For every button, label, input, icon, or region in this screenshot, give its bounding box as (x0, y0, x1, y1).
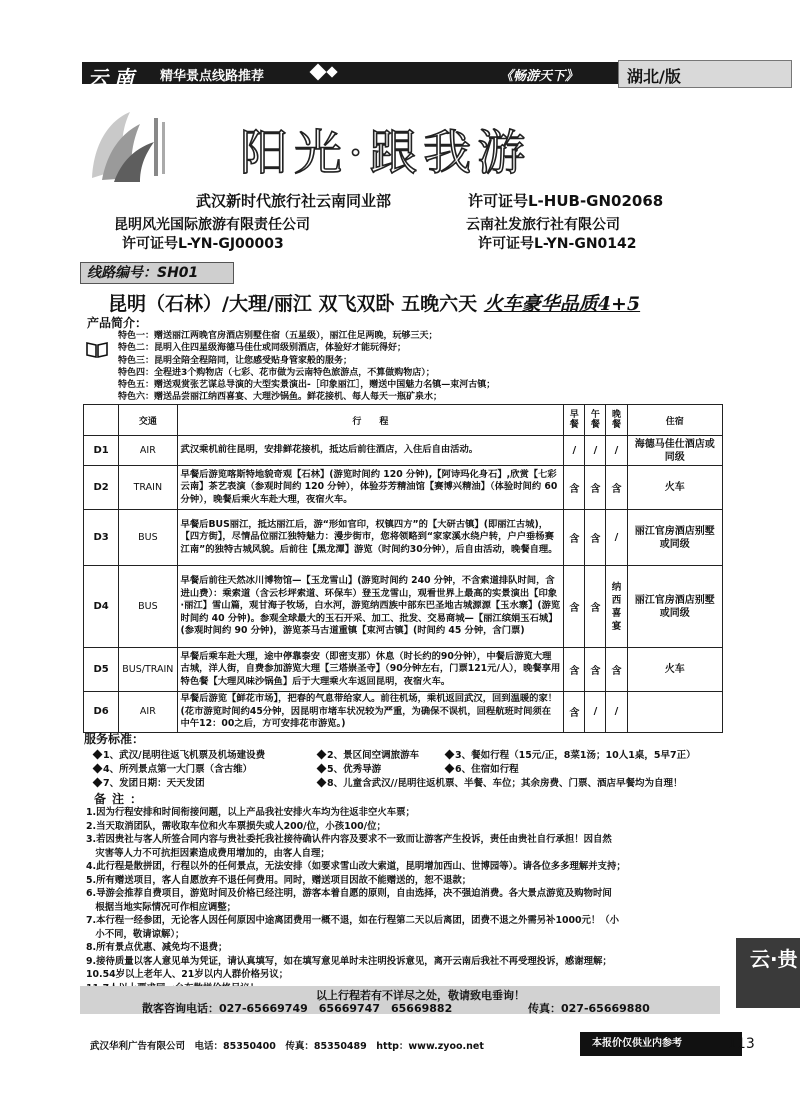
transport-header: 交通 (119, 405, 177, 436)
table-row (84, 648, 723, 692)
hotel-cell: 丽江官房酒店别墅或同级 (627, 510, 722, 566)
partner-license: 许可证号L-YN-GN0142 (478, 236, 637, 252)
feature-text: 全程进3个购物店（七彩、花市做为云南特色旅游点，不算做购物店）； (154, 367, 435, 378)
itinerary-table (83, 404, 723, 733)
magazine-name: 《畅游天下》 (500, 69, 579, 84)
transport-cell: BUS (119, 510, 177, 566)
service-text: 7、发团日期：天天发团 (103, 778, 205, 789)
feature-item (118, 367, 495, 379)
inquiry-notice: 以上行程若有不详尽之处，敬请致电垂询！ (316, 989, 525, 1002)
services-title: 服务标准： (84, 732, 145, 746)
day-cell: D1 (84, 436, 119, 466)
service-text: 2、景区间空调旅游车 (327, 750, 420, 761)
feature-text: 昆明入住四星级海德马佳仕或同级别酒店，体验好才能玩得好； (154, 343, 407, 354)
dinner-cell: / (606, 692, 627, 733)
day-cell: D3 (84, 510, 119, 566)
phone-numbers: 散客咨询电话：027-65669749 65669747 65669882 (142, 1002, 453, 1015)
bullet-diamond-icon (317, 764, 327, 774)
transport-cell: AIR (119, 692, 177, 733)
table-row (84, 466, 723, 510)
lunch-cell: / (585, 692, 606, 733)
feature-item (118, 342, 495, 354)
table-row (84, 436, 723, 466)
service-text: 4、所列景点第一大门票（含古维） (103, 764, 253, 775)
feature-label: 特色四： (118, 367, 155, 378)
service-item (94, 775, 205, 789)
service-item (318, 775, 683, 789)
page-footer (80, 1032, 720, 1056)
sunshine-logo-icon (84, 108, 176, 190)
note-item: 7.本行程一经参团，无论客人因任何原因中途离团费用一概不退，如在行程第二天以后离团，团费不退之外需另补1000元！（小 (86, 915, 620, 926)
bullet-diamond-icon (445, 750, 455, 760)
note-item: 小不同，敬请谅解）； (86, 928, 185, 940)
feature-text: 昆明全陪全程陪同，让您感受贴身管家般的服务； (154, 355, 353, 366)
service-text: 5、优秀导游 (327, 764, 382, 775)
service-item (446, 747, 696, 761)
bullet-diamond-icon (445, 764, 455, 774)
feature-item (118, 379, 495, 391)
hotel-cell: 火车 (627, 466, 722, 510)
day-header (84, 405, 119, 436)
feature-text: 赠送观赏张艺谋总导演的大型实景演出-［印象丽江］，赠送中国魅力名镇—束河古镇； (154, 380, 496, 391)
day-cell: D4 (84, 566, 119, 648)
notes-list (86, 806, 726, 995)
breakfast-cell: 含 (564, 566, 585, 648)
breakfast-cell: / (564, 436, 585, 466)
features-list (118, 330, 495, 404)
service-text: 1、武汉/昆明往返飞机票及机场建设费 (103, 750, 266, 761)
route-title-main: 昆明（石林）/大理/丽江 双飞双卧 五晚六天 (108, 293, 478, 315)
note-item: 灾害等人力不可抗拒因素造成费用增加的，由客人自理； (86, 847, 330, 859)
feature-text: 赠送丽江两晚官房酒店别墅住宿（五星级），丽江住足两晚，玩够三天； (154, 331, 438, 341)
day-cell: D6 (84, 692, 119, 733)
itinerary-cell: 早餐后乘车赴大理，途中停靠泰安（即密支那）休息（时长约的90分钟），中餐后游览大理古城，洋人街，自费参加游览大理【三塔崇圣寺】（90分钟左右，门票121元/人），晚餐享用特色餐【大理风味沙锅鱼】后于大理乘火车返回昆明，夜宿火车。 (177, 648, 564, 692)
hotel-header: 住宿 (627, 405, 722, 436)
feature-text: 赠送品尝丽江纳西喜宴、大理沙锅鱼。鲜花接机、每人每天一瓶矿泉水； (154, 392, 443, 403)
region-side-label: 云·贵 (750, 947, 798, 971)
contact-band (80, 986, 720, 1014)
lunch-header: 午餐 (585, 405, 606, 436)
bullet-diamond-icon (317, 778, 327, 788)
note-item: 5.所有赠送项目，客人自愿放弃不退任何费用。同时，赠送项目因故不能赠送的，恕不退款； (86, 874, 472, 886)
note-item: 3.若因贵社与客人所签合同内容与贵社委托我社接待确认件内容及要求不一致而让游客产生投诉，责任由贵社自行承担！因自然 (86, 834, 612, 845)
route-title-highlight: 火车豪华品质4+5 (483, 293, 641, 315)
diamond-icon (326, 66, 337, 77)
table-row (84, 566, 723, 648)
itinerary-cell: 武汉乘机前往昆明，安排鲜花接机，抵达后前往酒店，入住后自由活动。 (177, 436, 564, 466)
note-item: 9.接待质量以客人意见单为凭证，请认真填写，如在填写意见单时未注明投诉意见，离开云南后我社不再受理投诉，感谢理解； (86, 955, 612, 967)
book-icon (86, 340, 108, 358)
itinerary-cell: 早餐后游览喀斯特地貌奇观【石林】(游览时间约 120 分钟),【阿诗玛化身石】,欣赏【七彩云南】茶艺表演（参观时间约 120 分钟），体验芬芳精油馆【赛博兴精油】（体验时间约 60 分钟），晚餐后乘火车赴大理，夜宿火车。 (177, 466, 564, 510)
service-item (446, 761, 519, 775)
section-label: 精华景点线路推荐 (160, 69, 265, 84)
note-item: 根据当地实际情况可作相应调整； (86, 901, 237, 913)
day-cell: D2 (84, 466, 119, 510)
note-item: 8.所有景点优惠、减免均不退费； (86, 942, 228, 953)
transport-cell: BUS (119, 566, 177, 648)
feature-label: 特色六： (118, 392, 155, 403)
transport-cell: AIR (119, 436, 177, 466)
transport-cell: BUS/TRAIN (119, 648, 177, 692)
partner-name: 云南社发旅行社有限公司 (466, 217, 620, 233)
hotel-cell: 火车 (627, 648, 722, 692)
lunch-cell: / (585, 436, 606, 466)
day-cell: D5 (84, 648, 119, 692)
edition-label: 湖北/版 (627, 67, 681, 86)
feature-label: 特色一： (118, 331, 155, 341)
partner-license: 许可证号L-YN-GJ00003 (122, 236, 284, 252)
lunch-cell: 含 (585, 648, 606, 692)
dinner-cell: / (606, 436, 627, 466)
table-row (84, 692, 723, 733)
edition-tab (618, 60, 792, 88)
region-side-tab (736, 938, 800, 1008)
bullet-diamond-icon (93, 764, 103, 774)
transport-cell: TRAIN (119, 466, 177, 510)
agency-name: 武汉新时代旅行社云南同业部 (196, 192, 392, 210)
note-item: 6.导游会推荐自费项目，游览时间及价格已经注明，游客本着自愿的原则，自由选择，决不强迫消费。各大景点游览及购物时间 (86, 888, 612, 899)
itinerary-cell: 早餐后前往天然冰川博物馆—【玉龙雪山】(游览时间约 240 分钟，不含索道排队时间，含进山费）：乘索道（含云杉坪索道、环保车）登玉龙雪山，观看世界上最高的实景演出【印象·丽江】雪山篇，观甘海子牧场，白水河，游览纳西族中部东巴圣地古城源源【玉水寨】(游览时间约 40 分钟)。参观全球最大的玉石开采、加工、批发、交易商城—【丽江缤娟玉石城】(参观时间约 90 分钟)，游览茶马古道重镇【束河古镇】(时间约 45 分钟，含门票) (177, 566, 564, 648)
feature-item (118, 330, 495, 342)
diamond-icon (310, 64, 327, 81)
fax-number: 传真：027-65669880 (528, 1002, 650, 1015)
intro-label: 产品简介： (87, 316, 148, 330)
note-item: 1.因为行程安排和时间衔接问题，以上产品我社安排火车均为往返非空火车票； (86, 807, 415, 818)
bullet-diamond-icon (93, 750, 103, 760)
table-header-row (84, 405, 723, 436)
breakfast-cell: 含 (564, 692, 585, 733)
service-item (94, 747, 265, 761)
service-text: 6、住宿如行程 (455, 764, 519, 775)
ad-title: 阳光·跟我游 (240, 125, 532, 181)
breakfast-cell: 含 (564, 648, 585, 692)
agency-license: 许可证号L-HUB-GN02068 (468, 192, 664, 210)
feature-label: 特色五： (118, 380, 155, 391)
note-item: 10.54岁以上老年人、21岁以内人群价格另议； (86, 969, 289, 980)
feature-item (118, 391, 495, 403)
publisher-info: 武汉华利广告有限公司 电话：85350400 传真：85350489 http：www.zyoo.net (90, 1041, 484, 1052)
partner-name: 昆明风光国际旅游有限责任公司 (114, 217, 310, 233)
itinerary-cell: 早餐后BUS丽江，抵达丽江后，游“形如官印，权镇四方”的【大研古镇】(即丽江古城)，【四方街】，尽情品位丽江独特魅力：漫步街市，您将领略到“家家溪水绕户转，户户垂杨赛江南”的独特古城风貌。后前往【黑龙潭】游览（时间约30分钟），后自由活动，晚餐自理。 (177, 510, 564, 566)
hotel-cell: 海德马佳仕酒店或同级 (627, 436, 722, 466)
service-text: 3、餐如行程（15元/正，8菜1汤；10人1桌，5早7正） (455, 750, 696, 761)
dinner-cell: 含 (606, 466, 627, 510)
note-item: 2.当天取消团队，需收取车位和火车票损失或人200/位，小孩100/位； (86, 820, 386, 832)
itinerary-header: 行 程 (177, 405, 564, 436)
table-row (84, 510, 723, 566)
service-text: 8、儿童含武汉//昆明往返机票、半餐、车位；其余房费、门票、酒店早餐均为自理！ (327, 778, 683, 789)
route-code: 线路编号：SH01 (80, 262, 234, 284)
dinner-cell: / (606, 510, 627, 566)
breakfast-cell: 含 (564, 466, 585, 510)
service-item (94, 761, 252, 775)
note-item: 4.此行程是散拼团，行程以外的任何景点，无法安排（如要求雪山改大索道，昆明增加西山、世博园等）。请各位多多理解并支持； (86, 861, 626, 872)
bullet-diamond-icon (93, 778, 103, 788)
lunch-cell: 含 (585, 466, 606, 510)
lunch-cell: 含 (585, 510, 606, 566)
page-number: 113 (728, 1036, 755, 1052)
hotel-cell (627, 692, 722, 733)
breakfast-header: 早餐 (564, 405, 585, 436)
dinner-header: 晚餐 (606, 405, 627, 436)
dinner-cell: 纳西喜宴 (606, 566, 627, 648)
disclaimer-badge: 本报价仅供业内参考 (580, 1032, 742, 1056)
region-logo-text: 云南 (88, 66, 140, 90)
lunch-cell: 含 (585, 566, 606, 648)
service-item (318, 761, 381, 775)
dinner-cell: 含 (606, 648, 627, 692)
bullet-diamond-icon (317, 750, 327, 760)
feature-item (118, 355, 495, 367)
breakfast-cell: 含 (564, 510, 585, 566)
hotel-cell: 丽江官房酒店别墅或同级 (627, 566, 722, 648)
notes-title: 备注： (94, 792, 149, 806)
feature-label: 特色三： (118, 355, 155, 366)
service-item (318, 747, 419, 761)
itinerary-cell: 早餐后游览【鲜花市场】，把春的气息带给家人。前往机场，乘机返回武汉，回到温暖的家！(花市游览时间约45分钟，因昆明市堵车状况较为严重，为确保不误机，回程航班时间须在中午12：00之后，方可安排花市游览。) (177, 692, 564, 733)
route-title (108, 289, 640, 316)
feature-label: 特色二： (118, 343, 155, 354)
